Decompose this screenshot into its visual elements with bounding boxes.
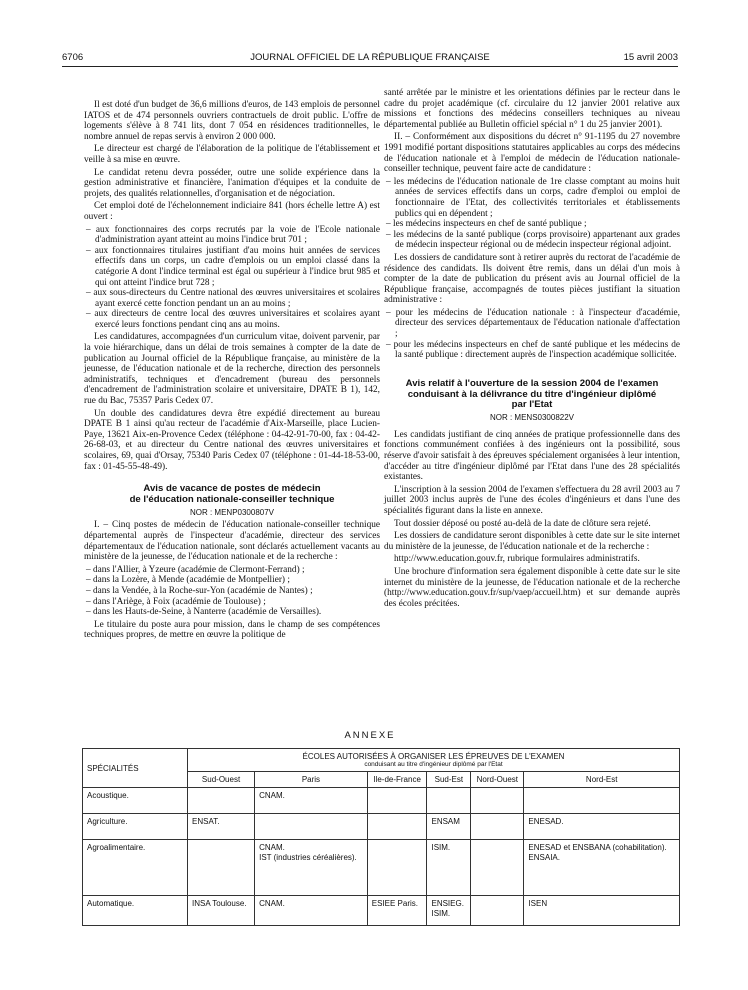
table-row (83, 896, 680, 926)
table-cell (427, 788, 471, 814)
list-item: – aux fonctionnaires titulaires justifiant d'au moins huit années de services effectifs dans un corps, un cadre d'emplois ou un emploi classé dans la catégorie A dont l'indice terminal est égal ou supérieur à l'indice brut 985 et qui ont atteint l'indice brut 728 ; (84, 246, 380, 288)
paragraph: Cet emploi doté de l'échelonnement indiciaire 841 (hors échelle lettre A) est ouvert : (84, 201, 380, 222)
region-header: Sud-Est (427, 772, 471, 788)
list-item: – pour les médecins inspecteurs en chef de santé publique et les médecins de la santé publique : directement auprès de l'inspection académique sollicitée. (384, 340, 680, 361)
table-cell (471, 788, 524, 814)
region-header: Nord-Est (524, 772, 680, 788)
paragraph: Une brochure d'information sera également disponible à cette date sur le site internet du ministère de la jeunesse, de l'éducation nationale et de la recherche (http://www.education.gouv.fr/sup/vaep/accueil.htm) et sur demande auprès des écoles précitées. (384, 566, 680, 609)
paragraph: Le directeur est chargé de l'élaboration de la politique de l'établissement et veille à sa mise en œuvre. (84, 144, 380, 165)
list-item: – dans la Vendée, à la Roche-sur-Yon (académie de Nantes) ; (84, 586, 380, 597)
region-header: Ile-de-France (367, 772, 427, 788)
header-rule (62, 66, 678, 67)
list-item: – dans l'Allier, à Yzeure (académie de Clermont-Ferrand) ; (84, 565, 380, 576)
table-row (83, 840, 680, 896)
section-title: Avis de vacance de postes de médecin de l'éducation nationale-conseiller technique (129, 483, 335, 505)
paragraph: Les candidatures, accompagnées d'un curriculum vitae, doivent parvenir, par la voie hiérarchique, dans un délai de trois semaines à compter de la date de publication au Journal officiel de la République française, au ministère de la jeunesse, de l'éducation nationale et de la recherche, direction des personnels administratifs, techniques et d'encadrement (bureau des personnels d'encadrement de l'administration scolaire et universitaire, DPATE B 1), 142, rue du Bac, 75357 Paris Cedex 07. (84, 332, 380, 407)
table-cell: INSA Toulouse. (188, 896, 255, 926)
table-cell: ESIEE Paris. (367, 896, 427, 926)
list-item: – pour les médecins de l'éducation nationale : à l'inspecteur d'académie, directeur des services départementaux de l'éducation nationale d'affectation ; (384, 308, 680, 340)
table-cell: ISIM. (427, 840, 471, 896)
table-cell (471, 896, 524, 926)
table-cell: CNAM. (255, 788, 368, 814)
journal-title: JOURNAL OFFICIEL DE LA RÉPUBLIQUE FRANÇAISE (250, 52, 490, 63)
paragraph: santé arrêtée par le ministre et les orientations définies par le recteur dans le cadre du projet académique (cf. circulaire du 12 janvier 2001 relative aux missions et fonctions des médecins conseillers techniques au niveau départemental publiée au Bulletin officiel spécial n° 1 du 25 janvier 2001). (384, 88, 680, 130)
paragraph: http://www.education.gouv.fr, rubrique formulaires administratifs. (394, 554, 640, 565)
table-cell: ENESAD. (524, 814, 680, 840)
publication-date: 15 avril 2003 (623, 52, 678, 63)
schools-group-header: ÉCOLES AUTORISÉES À ORGANISER LES ÉPREUVES DE L'EXAMEN conduisant au titre d'ingénieur diplômé par l'Etat (188, 749, 680, 772)
paragraph: Les dossiers de candidature sont à retirer auprès du rectorat de l'académie de résidence des candidats. Ils doivent être remis, dans un délai d'un mois à compter de la date de publication du présent avis au Journal officiel de la République française, accompagnés de toutes pièces justifiant la situation administrative : (384, 252, 680, 306)
list-item: – les médecins de la santé publique (corps provisoire) appartenant aux grades de médecin inspecteur régional ou de médecin inspecteur régional adjoint. (384, 230, 680, 251)
list-item: – dans la Lozère, à Mende (académie de Montpellier) ; (84, 575, 380, 586)
annexe-table (82, 748, 680, 926)
page-number: 6706 (62, 52, 84, 63)
list-item: – les médecins de l'éducation nationale de 1re classe comptant au moins huit années de services effectifs dans un corps, cadre d'emploi ou emploi de fonctionnaire de l'Etat, des collectivités territoriales et établissements publics qui en dépendent ; (384, 177, 680, 219)
table-cell: CNAM. IST (industries céréalières). (255, 840, 368, 896)
table-cell: ENSAT. (188, 814, 255, 840)
table-row (83, 788, 680, 814)
paragraph: Tout dossier déposé ou posté au-delà de la date de clôture sera rejeté. (394, 518, 651, 529)
table-cell (367, 840, 427, 896)
left-column (84, 100, 380, 643)
region-header: Paris (255, 772, 368, 788)
paragraph: Le candidat retenu devra posséder, outre une solide expérience dans la gestion administrative et financière, l'animation d'équipes et la conduite de projets, des qualités relationnelles, d'organisation et de négociation. (84, 167, 380, 199)
posts-list (84, 565, 380, 618)
right-column (384, 88, 680, 611)
table-cell: ENESAD et ENSBANA (cohabilitation). ENSAIA. (524, 840, 680, 896)
annexe-title: ANNEXE (344, 730, 396, 741)
table-cell (188, 840, 255, 896)
paragraph: II. – Conformément aux dispositions du décret n° 91-1195 du 27 novembre 1991 modifié portant dispositions statutaires applicables au corps des médecins de l'éducation nationale et à l'emploi de médecin de l'éducation nationale-conseiller technique, peuvent faire acte de candidature : (384, 132, 680, 175)
table-cell (367, 814, 427, 840)
region-header: Sud-Ouest (188, 772, 255, 788)
list-item: – aux sous-directeurs du Centre national des œuvres universitaires et scolaires ayant exercé cette fonction pendant un an au moins ; (84, 288, 380, 309)
specialites-header: SPÉCIALITÉS (83, 749, 188, 788)
table-cell (188, 788, 255, 814)
table-cell: ISEN (524, 896, 680, 926)
table-cell (471, 840, 524, 896)
eligibility-list (84, 225, 380, 331)
table-cell (524, 788, 680, 814)
list-item: – dans l'Ariège, à Foix (académie de Toulouse) ; (84, 597, 380, 608)
table-cell: CNAM. (255, 896, 368, 926)
list-item: – aux directeurs de centre local des œuvres universitaires et scolaires ayant exercé leurs fonctions pendant cinq ans au moins. (84, 309, 380, 330)
table-row (83, 814, 680, 840)
paragraph: Un double des candidatures devra être expédié directement au bureau DPATE B 1 ainsi qu'au recteur de l'académie d'Aix-Marseille, place Lucien-Paye, 13621 Aix-en-Provence Cedex (téléphone : 04-42-91-70-00, fax : 04-42-26-68-03, et au directeur du Centre national des œuvres universitaires et scolaires, 69, quai d'Orsay, 75340 Paris Cedex 07 (téléphone : 01-44-18-53-00, fax : 01-45-55-48-49). (84, 408, 380, 472)
submission-list (384, 308, 680, 361)
specialite-cell: Agriculture. (83, 814, 188, 840)
list-item: – les médecins inspecteurs en chef de santé publique ; (384, 219, 680, 230)
paragraph: Les dossiers de candidature seront disponibles à cette date sur le site internet du ministère de la jeunesse, de l'éducation nationale et de la recherche : (384, 531, 680, 552)
page-header (62, 52, 678, 66)
list-item: – aux fonctionnaires des corps recrutés par la voie de l'Ecole nationale d'administration ayant atteint au moins l'indice brut 701 ; (84, 225, 380, 246)
table-cell (471, 814, 524, 840)
specialite-cell: Agroalimentaire. (83, 840, 188, 896)
table-cell: ENSAM (427, 814, 471, 840)
specialite-cell: Acoustique. (83, 788, 188, 814)
region-header: Nord-Ouest (471, 772, 524, 788)
table-cell: ENSIEG. ISIM. (427, 896, 471, 926)
nor-reference: NOR : MENP0300807V (189, 507, 275, 517)
table-cell (255, 814, 368, 840)
nor-reference: NOR : MENS0300822V (489, 413, 575, 423)
specialite-cell: Automatique. (83, 896, 188, 926)
list-item: – dans les Hauts-de-Seine, à Nanterre (académie de Versailles). (84, 607, 380, 618)
paragraph: Les candidats justifiant de cinq années de pratique professionnelle dans des fonctions communément confiées à des ingénieurs ont la possibilité, sous réserve d'avoir satisfait à des épreuves spécialement organisées à leur intention, d'accéder au titre d'ingénieur diplômé par l'Etat dans l'une des 28 spécialités existantes. (384, 429, 680, 483)
paragraph: L'inscription à la session 2004 de l'examen s'effectuera du 28 avril 2003 au 7 juillet 2003 inclus auprès de l'une des écoles d'ingénieurs et dans l'une des spécialités figurant dans la liste en annexe. (384, 484, 680, 516)
table-cell (367, 788, 427, 814)
paragraph: Il est doté d'un budget de 36,6 millions d'euros, de 143 emplois de personnel IATOS et de 474 personnels ouvriers contractuels de droit public. L'offre de logements s'élève à 8 741 lits, dont 7 054 en résidences traditionnelles, le nombre annuel de repas servis à environ 2 000 000. (84, 100, 380, 142)
paragraph: I. – Cinq postes de médecin de l'éducation nationale-conseiller technique départemental auprès de l'inspecteur d'académie, directeur des services départementaux de l'éducation nationale, sont déclarés actuellement vacants au ministère de la jeunesse, de l'éducation nationale et de la recherche : (84, 520, 380, 563)
section-title: Avis relatif à l'ouverture de la session 2004 de l'examen conduisant à la délivrance du titre d'ingénieur diplômé par l'Etat (405, 377, 659, 411)
candidates-list (384, 177, 680, 251)
paragraph: Le titulaire du poste aura pour mission, dans le champ de ses compétences techniques propres, de mettre en œuvre la politique de (84, 619, 380, 641)
